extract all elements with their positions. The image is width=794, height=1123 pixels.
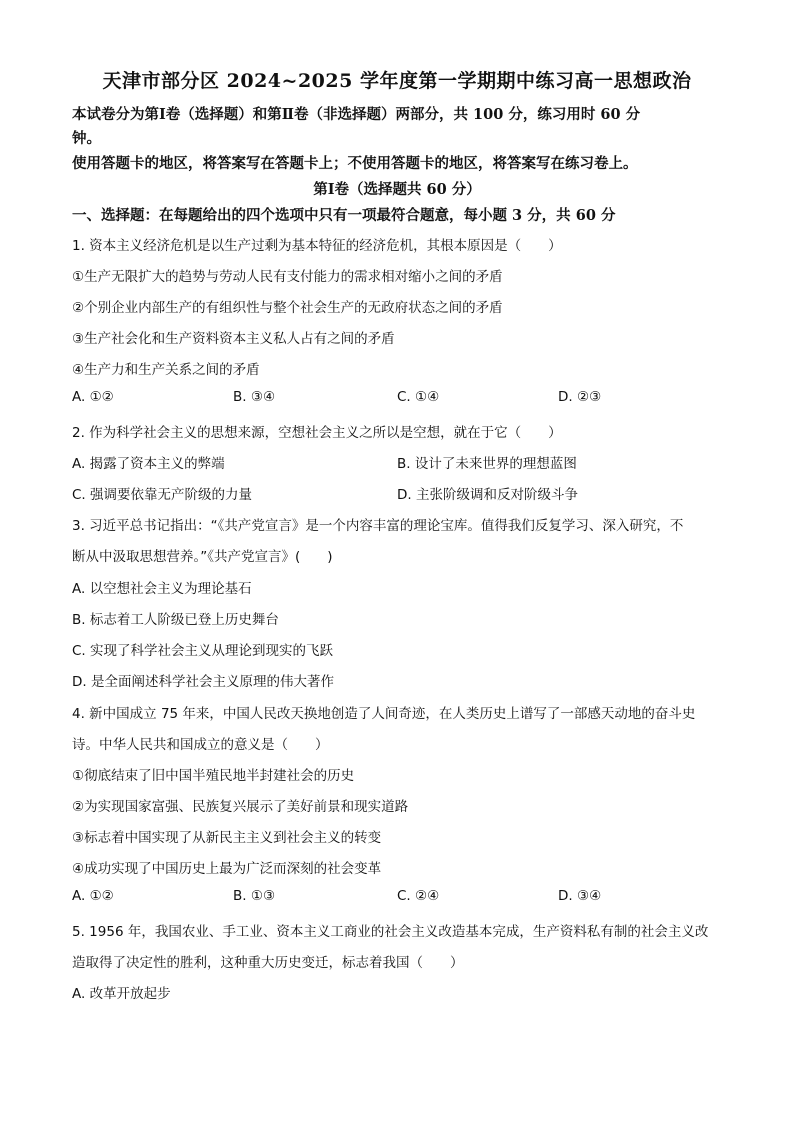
question-stem: 5. 1956 年，我国农业、手工业、资本主义工商业的社会主义改造基本完成，生产资料私有制的社会主义改 bbox=[72, 924, 709, 940]
statement-item: ②为实现国家富强、民族复兴展示了美好前景和现实道路 bbox=[72, 799, 409, 815]
option-b: B. ③④ bbox=[233, 389, 276, 405]
part-title: 一、选择题：在每题给出的四个选项中只有一项最符合题意，每小题 3 分，共 60 分 bbox=[72, 207, 616, 224]
option-b: B. 标志着工人阶级已登上历史舞台 bbox=[72, 612, 279, 628]
question-stem: 1. 资本主义经济危机是以生产过剩为基本特征的经济危机，其根本原因是（ ） bbox=[72, 238, 562, 254]
statement-item: ③生产社会化和生产资料资本主义私人占有之间的矛盾 bbox=[72, 331, 395, 347]
option-c: C. ①④ bbox=[397, 389, 440, 405]
statement-item: ④生产力和生产关系之间的矛盾 bbox=[72, 362, 260, 378]
option-a: A. 改革开放起步 bbox=[72, 986, 171, 1002]
intro-line: 本试卷分为第Ⅰ卷（选择题）和第Ⅱ卷（非选择题）两部分，共 100 分，练习用时 60 分 bbox=[72, 106, 641, 123]
option-c: C. 实现了科学社会主义从理论到现实的飞跃 bbox=[72, 643, 334, 659]
statement-item: ①彻底结束了旧中国半殖民地半封建社会的历史 bbox=[72, 768, 355, 784]
intro-line: 使用答题卡的地区，将答案写在答题卡上；不使用答题卡的地区，将答案写在练习卷上。 bbox=[72, 155, 638, 172]
option-d: D. 主张阶级调和反对阶级斗争 bbox=[397, 487, 578, 503]
question-stem: 4. 新中国成立 75 年来，中国人民改天换地创造了人间奇迹，在人类历史上谱写了一部感天动地的奋斗史 bbox=[72, 706, 696, 722]
section-title: 第Ⅰ卷（选择题共 60 分） bbox=[313, 181, 481, 198]
option-a: A. 揭露了资本主义的弊端 bbox=[72, 456, 225, 472]
statement-item: ①生产无限扩大的趋势与劳动人民有支付能力的需求相对缩小之间的矛盾 bbox=[72, 269, 503, 285]
option-c: C. ②④ bbox=[397, 888, 440, 904]
statement-item: ②个别企业内部生产的有组织性与整个社会生产的无政府状态之间的矛盾 bbox=[72, 300, 503, 316]
question-stem: 诗。中华人民共和国成立的意义是（ ） bbox=[72, 737, 329, 753]
intro-line: 钟。 bbox=[72, 130, 101, 147]
question-stem: 2. 作为科学社会主义的思想来源，空想社会主义之所以是空想，就在于它（ ） bbox=[72, 425, 562, 441]
option-a: A. 以空想社会主义为理论基石 bbox=[72, 581, 252, 597]
option-d: D. ③④ bbox=[558, 888, 602, 904]
option-a: A. ①② bbox=[72, 888, 114, 904]
option-c: C. 强调要依靠无产阶级的力量 bbox=[72, 487, 253, 503]
option-d: D. ②③ bbox=[558, 389, 602, 405]
option-b: B. 设计了未来世界的理想蓝图 bbox=[397, 456, 577, 472]
option-b: B. ①③ bbox=[233, 888, 276, 904]
question-stem: 3. 习近平总书记指出：“《共产党宣言》是一个内容丰富的理论宝库。值得我们反复学习、深入研究，不 bbox=[72, 518, 684, 534]
question-stem: 造取得了决定性的胜利，这种重大历史变迁，标志着我国（ ） bbox=[72, 955, 464, 971]
option-d: D. 是全面阐述科学社会主义原理的伟大著作 bbox=[72, 674, 334, 690]
statement-item: ④成功实现了中国历史上最为广泛而深刻的社会变革 bbox=[72, 861, 382, 877]
option-a: A. ①② bbox=[72, 389, 114, 405]
question-stem: 断从中汲取思想营养。”《共产党宣言》( ) bbox=[72, 549, 333, 565]
statement-item: ③标志着中国实现了从新民主主义到社会主义的转变 bbox=[72, 830, 382, 846]
exam-title: 天津市部分区 2024~2025 学年度第一学期期中练习高一思想政治 bbox=[102, 70, 692, 92]
